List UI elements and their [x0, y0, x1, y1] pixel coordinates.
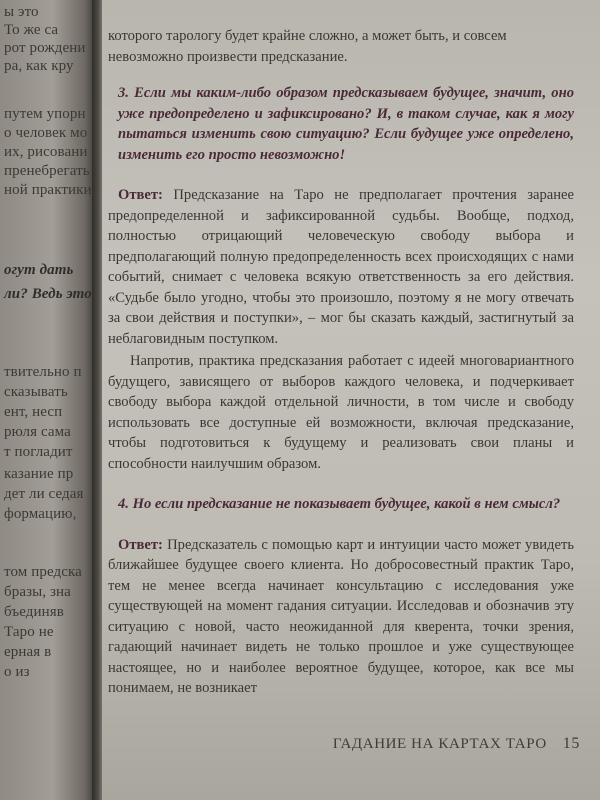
left-page-fragment: казание пр	[4, 466, 74, 482]
answer-3-paragraph-1	[108, 185, 574, 349]
left-page-fragment: дет ли седая	[4, 486, 84, 502]
answer-label: Ответ:	[118, 187, 163, 203]
left-page-fragment: формацию,	[4, 506, 77, 522]
left-page-fragment: ра, как кру	[4, 58, 74, 74]
page-footer	[333, 735, 580, 753]
left-page-fragment: сказывать	[4, 384, 68, 400]
left-page-fragment: т погладит	[4, 444, 73, 460]
left-page-fragment: Таро не	[4, 624, 54, 640]
intro-line-1: которого тарологу будет крайне сложно, а может быть, и совсем	[108, 28, 507, 44]
left-page-fragment: пренебрегать	[4, 163, 90, 179]
intro-line-2: невозможно произвести предсказание.	[108, 48, 348, 65]
left-page-fragment: о из	[4, 664, 30, 680]
left-page-fragment: о человек мо	[4, 125, 88, 141]
page-content	[108, 26, 574, 699]
answer-3-paragraph-2: Напротив, практика предсказания работает с идеей многовариантного будущего, зависящего от выборов каждого человека, и подчеркивает свободу выбора каждой отдельной личности, в том числе и свободу использовать все доступные ей возможности, включая предсказание, чтобы подготовиться к будущему и реализовать свои планы и способности наилучшим образом.	[108, 353, 574, 472]
answer-3-text: Предсказание на Таро не предполагает прочтения заранее предопределенной и зафиксированной судьбы. Вообще, подход, полностью отрицающий человеческую свободу выбора и предполагающий полную предопределенность всех происходящих с нами событий, снимает с человека всякую ответственность за его действия. «Судьбе было угодно, чтобы это произошло, поэтому я не могу отвечать за свои действия и поступки», – мог бы сказать каждый, застигнутый за неблаговидным поступком.	[108, 187, 574, 347]
answer-4-text: Предсказатель с помощью карт и интуиции часто может увидеть ближайшее будущее своего клиента. Но добросовестный практик Таро, тем не менее всегда начинает консультацию с исследования уже существующей на момент гадания ситуации. Исследовав и обозначив эту ситуацию с новой, часто неожиданной для кверента, точки зрения, гадающий начинает видеть не только прошлое и уже существующее настоящее, но и наиболее вероятное будущее, которое, как все мы понимаем, не возникает	[108, 536, 574, 696]
running-title: ГАДАНИЕ НА КАРТАХ ТАРО	[332, 736, 547, 752]
left-page-fragment: ы это	[4, 4, 39, 20]
left-page-fragment: рот рождени	[4, 40, 86, 56]
answer-4-paragraph-1	[108, 535, 574, 699]
question-3: 3. Если мы каким-либо образом предсказываем будущее, значит, оно уже предопределено и зафиксировано? И, в таком случае, как я могу пытаться изменить свою ситуацию? Если будущее уже определено, изменить его просто невозможно!	[118, 85, 574, 163]
left-page	[0, 0, 96, 800]
left-page-fragment: бъединяв	[4, 604, 64, 620]
left-page-fragment: рюля сама	[4, 424, 71, 440]
page-number: 15	[562, 735, 580, 752]
right-page	[102, 0, 600, 800]
question-4: 4. Но если предсказание не показывает будущее, какой в нем смысл?	[118, 496, 561, 512]
left-page-fragment: ли? Ведь это	[4, 286, 92, 302]
answer-label: Ответ:	[118, 536, 163, 553]
left-page-fragment: том предска	[4, 564, 82, 580]
left-page-fragment: бразы, зна	[4, 584, 71, 600]
left-page-fragment: ной практики	[4, 182, 92, 198]
left-page-fragment: ерная в	[4, 644, 52, 660]
left-page-fragment: огут дать	[4, 262, 74, 278]
left-page-fragment: ент, несп	[4, 404, 63, 420]
left-page-fragment: То же са	[4, 22, 59, 38]
left-page-fragment: их, рисовани	[4, 144, 88, 160]
left-page-fragment: твительно п	[4, 364, 82, 380]
left-page-fragment: путем упорн	[4, 106, 86, 122]
